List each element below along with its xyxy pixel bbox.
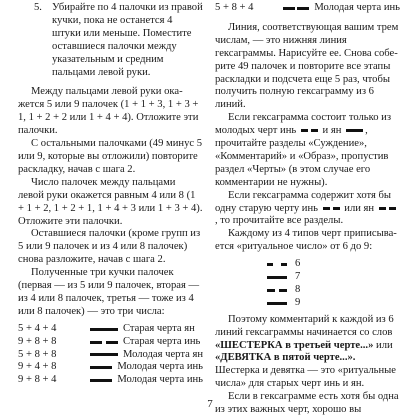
step-text: Убирайте по 4 палочки из правой кучки, пока не останется 4 штуки или меньше. Поместите оставшиеся палочки между указательным и средним пальцами левой руки. <box>52 2 203 78</box>
ritual-row <box>215 297 400 310</box>
page-number: 7 <box>207 398 213 410</box>
ritual-row <box>215 271 400 284</box>
right-column <box>215 2 400 417</box>
paragraph: Если в гексаграмме есть хотя бы одна из этих важных черт, хорошо вы <box>215 391 399 416</box>
line-name: Молодая черта инь <box>117 374 203 386</box>
ritual-number-list <box>215 258 400 310</box>
line-name: Молодая черта инь <box>314 2 400 13</box>
old-yang-line-icon <box>267 302 287 305</box>
line-sum: 9 + 8 + 4 <box>18 374 57 386</box>
text: Если гексаграмма состоит только из молодых черт инь <box>215 112 392 137</box>
line-sum: 5 + 4 + 4 <box>18 322 57 334</box>
line-name: Молодая черта инь <box>117 361 203 373</box>
emphasis: «ШЕСТЕРКА в третьей черте...» <box>215 339 374 351</box>
ritual-number: 7 <box>295 271 301 283</box>
old-yang-line-icon <box>379 207 396 210</box>
paragraph: Линия, соответствующая вашим трем числам, — это нижняя линия гексаграммы. Нарисуйте ее. Снова соберите 49 палочек и повторите все этапы раскладки и подсчета еще 5 раз, чтобы получить полную гексаграмму из 6 линий. <box>215 21 399 111</box>
line-row <box>215 2 400 15</box>
ritual-number: 6 <box>295 258 301 270</box>
text: или ян <box>344 202 375 214</box>
ritual-row <box>215 284 400 297</box>
line-row <box>18 323 203 336</box>
left-column <box>18 2 203 387</box>
paragraph <box>215 314 400 391</box>
line-table <box>18 323 203 387</box>
line-row <box>18 336 203 349</box>
line-name: Старая черта ян <box>123 322 195 334</box>
yin-line-icon <box>90 341 118 344</box>
paragraph <box>215 112 400 189</box>
old-yin-line-icon <box>267 263 287 266</box>
line-sum: 9 + 8 + 8 <box>18 335 57 347</box>
young-yin-line-icon <box>267 289 287 292</box>
paragraph <box>215 190 400 229</box>
yin-line-icon <box>90 379 112 382</box>
young-yang-line-icon <box>267 276 287 279</box>
text: Поэтому комментарий к каждой из 6 линий гексаграммы начинается со слов <box>215 313 394 338</box>
line-name: Старая черта инь <box>123 335 201 347</box>
emphasis: «ДЕВЯТКА в пятой черте...». <box>215 352 356 364</box>
text: , прочитайте разделы «Суждение», «Комментарий» и «Образ», пропустив раздел «Черты» (в этом случае его комментарии не нужны). <box>215 125 389 188</box>
text: , то прочитайте все разделы. <box>215 215 344 227</box>
step-5 <box>18 2 203 79</box>
line-sum: 5 + 8 + 4 <box>215 2 254 13</box>
paragraph: Число палочек между пальцами левой руки окажется равным 4 или 8 (1 + 1 + 2, 1 + 2 + 1, 1 + 4 + 3 или 1 + 3 + 4). Отложите эти палочки. <box>18 176 203 227</box>
paragraph: Полученные три кучки палочек (первая — из 5 или 9 палочек, вторая — из 4 или 8 палочек, третья — тоже из 4 или 8 палочек) — это три числа: <box>18 267 200 317</box>
ritual-number: 8 <box>295 283 301 295</box>
yin-line-icon <box>283 7 309 10</box>
yang-line-icon <box>90 328 118 331</box>
line-row <box>18 374 203 387</box>
line-name: Молодая черта ян <box>122 348 203 360</box>
old-yin-line-icon <box>323 207 340 210</box>
paragraph: Каждому из 4 типов черт приписывается «ритуальное число» от 6 до 9: <box>215 228 397 253</box>
paragraph: С остальными палочками (49 минус 5 или 9, которые вы отложили) повторите раскладку, начав с шага 2. <box>18 138 203 175</box>
text: Если гексаграмма содержит хотя бы одну старую черту инь <box>215 189 392 214</box>
yin-line-icon <box>90 366 112 369</box>
yang-line-icon <box>90 353 118 356</box>
paragraph: Оставшиеся палочки (кроме групп из 5 или 9 палочек и из 4 или 8 палочек) снова разложите, начав с шага 2. <box>18 228 201 266</box>
text: или <box>376 339 393 351</box>
step-number: 5. <box>34 2 42 13</box>
line-sum: 5 + 8 + 8 <box>18 348 57 360</box>
line-sum: 9 + 4 + 8 <box>18 361 57 373</box>
text: Шестерка и девятка — это «ритуальные числа» для старых черт инь и ян. <box>215 365 396 390</box>
line-row <box>18 361 203 374</box>
paragraph: Между пальцами левой руки окажется 5 или 9 палочек (1 + 1 + 3, 1 + 3 + 1, 1 + 2 + 2 или 1 + 4 + 4). Отложите эти палочки. <box>18 86 199 137</box>
ritual-row <box>215 258 400 271</box>
yang-line-icon <box>346 129 363 132</box>
line-row <box>18 349 203 362</box>
text: и ян <box>322 125 342 137</box>
ritual-number: 9 <box>295 296 301 308</box>
yin-line-icon <box>301 129 318 132</box>
